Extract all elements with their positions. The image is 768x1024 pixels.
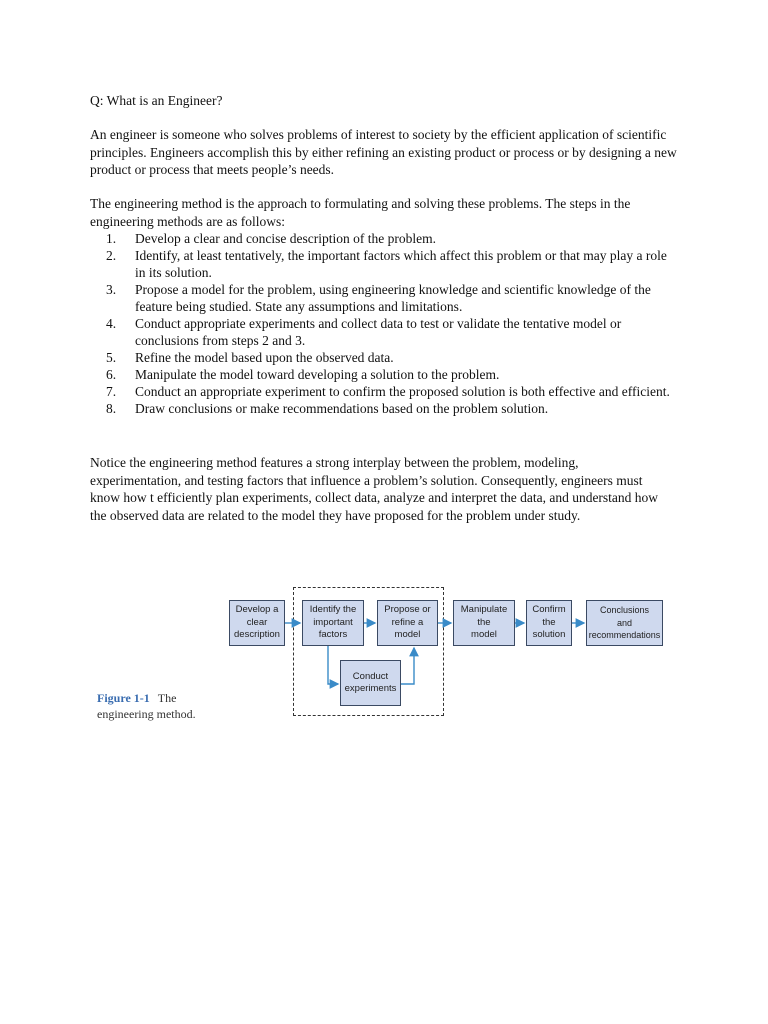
- step-number: 2.: [106, 248, 117, 263]
- figure-label: Figure 1-1: [97, 691, 150, 705]
- arrow-identify-to-conduct: [328, 646, 338, 684]
- box-develop-description: Develop a clear description: [229, 600, 285, 646]
- list-item: [90, 281, 680, 315]
- paragraph-interplay: Notice the engineering method features a strong interplay between the problem, modeling, experimentation, and testing factors that influence a problem’s solution. Consequently, engineers must know how t efficiently plan experiments, collect data, analyze and interpret the data, and understand how the observed data are related to the model they have proposed for the problem under study.: [90, 455, 659, 523]
- list-item: [90, 315, 680, 349]
- paragraph-definition: An engineer is someone who solves problems of interest to society by the efficient application of scientific principles. Engineers accomplish this by either refining an existing product or process or by designing a new product or process that meets people’s needs.: [90, 127, 677, 177]
- step-text: Conduct appropriate experiments and collect data to test or validate the tentative model or conclusions from steps 2 and 3.: [135, 316, 622, 348]
- step-number: 4.: [106, 316, 117, 331]
- question-heading: Q: What is an Engineer?: [90, 93, 223, 108]
- list-item: [90, 400, 680, 417]
- list-item: [90, 366, 680, 383]
- step-text: Propose a model for the problem, using engineering knowledge and scientific knowledge of the feature being studied. State any assumptions and limitations.: [135, 282, 651, 314]
- step-number: 8.: [106, 401, 117, 416]
- box-propose-model: Propose or refine a model: [377, 600, 438, 646]
- step-text: Identify, at least tentatively, the important factors which affect this problem or that may play a role in its solution.: [135, 248, 667, 280]
- step-text: Refine the model based upon the observed data.: [135, 350, 394, 365]
- steps-list: [90, 230, 680, 417]
- step-text: Conduct an appropriate experiment to confirm the proposed solution is both effective and efficient.: [135, 384, 670, 399]
- step-number: 5.: [106, 350, 117, 365]
- caption-text: The engineering method.: [97, 691, 196, 721]
- list-item: [90, 349, 680, 366]
- step-text: Manipulate the model toward developing a solution to the problem.: [135, 367, 500, 382]
- step-number: 3.: [106, 282, 117, 297]
- step-text: Draw conclusions or make recommendations based on the problem solution.: [135, 401, 549, 416]
- paragraph-method-intro: The engineering method is the approach to formulating and solving these problems. The steps in the engineering methods are as follows:: [90, 196, 631, 229]
- step-number: 7.: [106, 384, 117, 399]
- step-text: Develop a clear and concise description of the problem.: [135, 231, 437, 246]
- step-number: 6.: [106, 367, 117, 382]
- step-number: 1.: [106, 231, 117, 246]
- list-item: [90, 383, 680, 400]
- list-item: [90, 230, 680, 247]
- box-conduct-experiments: Conduct experiments: [340, 660, 401, 706]
- engineering-method-diagram: [222, 584, 672, 724]
- box-manipulate-model: Manipulate the model: [453, 600, 515, 646]
- box-identify-factors: Identify the important factors: [302, 600, 364, 646]
- box-conclusions: Conclusions and recommendations: [586, 600, 663, 646]
- box-confirm-solution: Confirm the solution: [526, 600, 572, 646]
- arrow-conduct-to-propose: [401, 648, 414, 684]
- figure-caption: [97, 690, 227, 722]
- list-item: [90, 247, 680, 281]
